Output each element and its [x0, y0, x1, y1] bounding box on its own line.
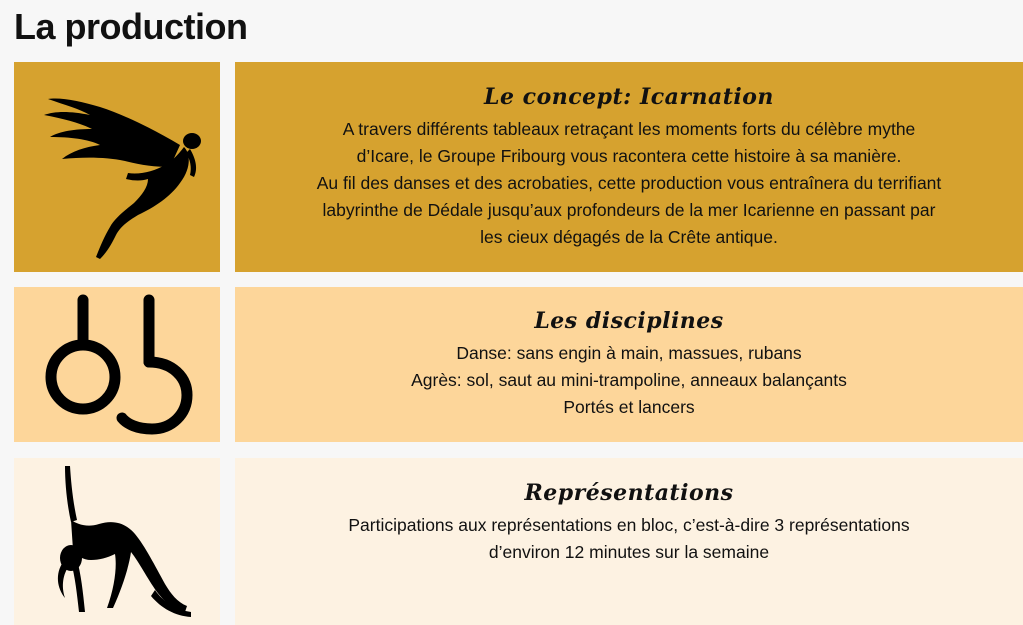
icarus-silhouette-icon — [30, 75, 205, 260]
gymnastic-rings-icon — [37, 292, 197, 437]
section-disciplines-text-panel — [235, 287, 1023, 442]
section-representations — [14, 458, 1023, 625]
section-text-line: d’Icare, le Groupe Fribourg vous racontera cette histoire à sa manière. — [356, 146, 902, 166]
section-concept — [14, 62, 1023, 272]
section-disciplines — [14, 287, 1023, 442]
section-text-line: A travers différents tableaux retraçant les moments forts du célèbre mythe — [342, 119, 916, 139]
section-text-line: Portés et lancers — [563, 397, 695, 417]
section-representations-icon-panel — [14, 458, 220, 625]
gymnast-backbend-silhouette-icon — [37, 462, 197, 622]
section-text-line: Agrès: sol, saut au mini-trampoline, anneaux balançants — [411, 370, 847, 390]
section-text-line: d’environ 12 minutes sur la semaine — [488, 542, 770, 562]
section-representations-text-panel — [235, 458, 1023, 625]
section-concept-text-panel — [235, 62, 1023, 272]
section-text-line: Au fil des danses et des acrobaties, cette production vous entraînera du terrifiant — [316, 173, 942, 193]
section-text-line: Danse: sans engin à main, massues, rubans — [456, 343, 802, 363]
section-heading: Les disciplines — [534, 308, 724, 334]
section-concept-icon-panel — [14, 62, 220, 272]
section-heading: Le concept: Icarnation — [484, 84, 774, 110]
page-title: La production — [14, 6, 248, 47]
section-text-line: Participations aux représentations en bloc, c’est-à-dire 3 représentations — [348, 515, 910, 535]
section-text-line: labyrinthe de Dédale jusqu’aux profondeurs de la mer Icarienne en passant par — [322, 200, 936, 220]
section-heading: Représentations — [524, 480, 734, 506]
section-text-line: les cieux dégagés de la Crête antique. — [480, 227, 778, 247]
section-disciplines-icon-panel — [14, 287, 220, 442]
